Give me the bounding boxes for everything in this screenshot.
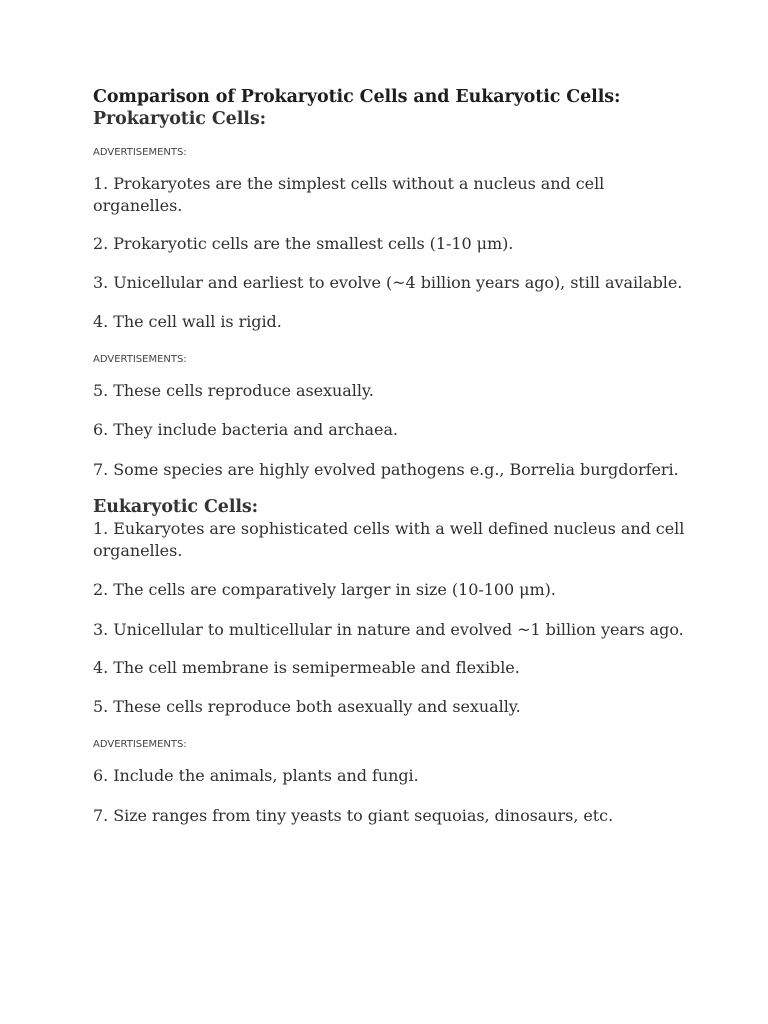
advertisement-label: ADVERTISEMENTS: [93,353,187,365]
eukaryotic-item-5: 5. These cells reproduce both asexually and sexually. [93,696,521,716]
prokaryotic-item-7: 7. Some species are highly evolved pathogens e.g., Borrelia burgdorferi. [93,459,679,479]
prokaryotic-heading: Prokaryotic Cells: [93,109,266,129]
document-title: Comparison of Prokaryotic Cells and Eukaryotic Cells: [93,87,621,107]
eukaryotic-item-1: 1. Eukaryotes are sophisticated cells with a well defined nucleus and cell organelles. [93,519,685,560]
advertisement-label: ADVERTISEMENTS: [93,147,187,158]
prokaryotic-item-6: 6. They include bacteria and archaea. [93,420,398,439]
prokaryotic-item-4: 4. The cell wall is rigid. [93,312,282,331]
prokaryotic-item-1: 1. Prokaryotes are the simplest cells without a nucleus and cell organelles. [93,174,605,215]
prokaryotic-item-5: 5. These cells reproduce asexually. [93,380,374,400]
eukaryotic-item-3: 3. Unicellular to multicellular in nature and evolved ~1 billion years ago. [93,619,684,639]
document-page [93,86,693,826]
eukaryotic-heading: Eukaryotic Cells: [93,497,259,517]
prokaryotic-item-2: 2. Prokaryotic cells are the smallest cells (1-10 μm). [93,234,514,253]
advertisement-label: ADVERTISEMENTS: [93,739,187,750]
eukaryotic-item-2: 2. The cells are comparatively larger in size (10-100 μm). [93,580,556,599]
eukaryotic-item-4: 4. The cell membrane is semipermeable and flexible. [93,658,520,677]
eukaryotic-item-7: 7. Size ranges from tiny yeasts to giant sequoias, dinosaurs, etc. [93,805,614,825]
prokaryotic-item-3: 3. Unicellular and earliest to evolve (~4 billion years ago), still available. [93,272,683,292]
eukaryotic-item-6: 6. Include the animals, plants and fungi. [93,766,419,785]
